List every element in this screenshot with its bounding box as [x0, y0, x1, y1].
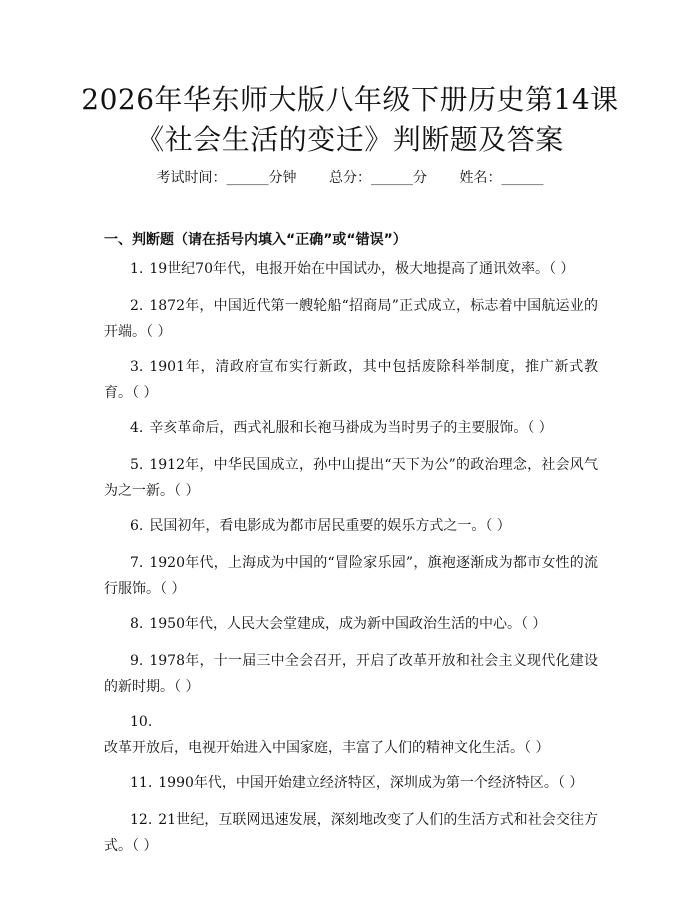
total-score-field: 总分：______分	[329, 170, 427, 186]
question-item	[104, 550, 598, 602]
question-number: 1.	[130, 261, 144, 277]
document-title	[70, 80, 630, 160]
question-number: 11.	[130, 775, 153, 791]
question-item	[104, 293, 598, 345]
question-item	[104, 611, 598, 637]
question-text: 民国初年，看电影成为都市居民重要的娱乐方式之一。（ ）	[149, 518, 511, 534]
student-name-field: 姓名：______	[459, 170, 544, 186]
question-text: 1920年代，上海成为中国的“冒险家乐园”，旗袍逐渐成为都市女性的流行服饰。（ ）	[104, 555, 598, 597]
title-line-2: 《社会生活的变迁》判断题及答案	[136, 123, 564, 156]
question-item	[104, 415, 598, 441]
question-text: 1912年，中华民国成立，孙中山提出“天下为公”的政治理念，社会风气为之一新。（ ）	[104, 457, 598, 499]
question-text: 1950年代，人民大会堂建成，成为新中国政治生活的中心。（ ）	[149, 616, 547, 632]
question-number: 8.	[130, 616, 144, 632]
question-text: 改革开放后，电视开始进入中国家庭，丰富了人们的精神文化生活。（ ）	[104, 740, 550, 756]
question-text: 1901年，清政府宣布实行新政，其中包括废除科举制度，推广新式教育。（ ）	[104, 359, 598, 401]
question-item	[104, 354, 598, 406]
question-text: 19世纪70年代，电报开始在中国试办，极大地提高了通讯效率。（ ）	[149, 261, 575, 277]
question-item	[104, 513, 598, 539]
question-number: 6.	[130, 518, 144, 534]
question-list	[104, 256, 598, 868]
question-number: 7.	[130, 555, 144, 571]
question-item	[104, 709, 598, 761]
question-number: 12.	[130, 812, 153, 828]
question-text: 1978年，十一届三中全会召开，开启了改革开放和社会主义现代化建设的新时期。（ ）	[104, 653, 598, 695]
exam-time-field: 考试时间：______分钟	[156, 170, 297, 186]
question-text: 21世纪，互联网迅速发展，深刻地改变了人们的生活方式和社会交往方式。（ ）	[104, 812, 598, 854]
question-text: 1990年代，中国开始建立经济特区，深圳成为第一个经济特区。（ ）	[158, 775, 584, 791]
question-text: 辛亥革命后，西式礼服和长袍马褂成为当时男子的主要服饰。（ ）	[149, 420, 553, 436]
question-item	[104, 256, 598, 282]
question-number: 3.	[130, 359, 144, 375]
question-number: 4.	[130, 420, 144, 436]
exam-info	[0, 168, 700, 188]
question-number: 9.	[130, 653, 144, 669]
question-item	[104, 648, 598, 700]
question-number: 10.	[130, 714, 153, 730]
question-item	[104, 770, 598, 796]
question-number: 5.	[130, 457, 144, 473]
section-title: 一、判断题（请在括号内填入“正确”或“错误”）	[104, 232, 407, 248]
question-number: 2.	[130, 298, 144, 314]
question-item	[104, 807, 598, 859]
title-line-1: 2026年华东师大版八年级下册历史第14课	[81, 83, 619, 116]
question-text: 1872年，中国近代第一艘轮船“招商局”正式成立，标志着中国航运业的开端。（ ）	[104, 298, 598, 340]
question-item	[104, 452, 598, 504]
